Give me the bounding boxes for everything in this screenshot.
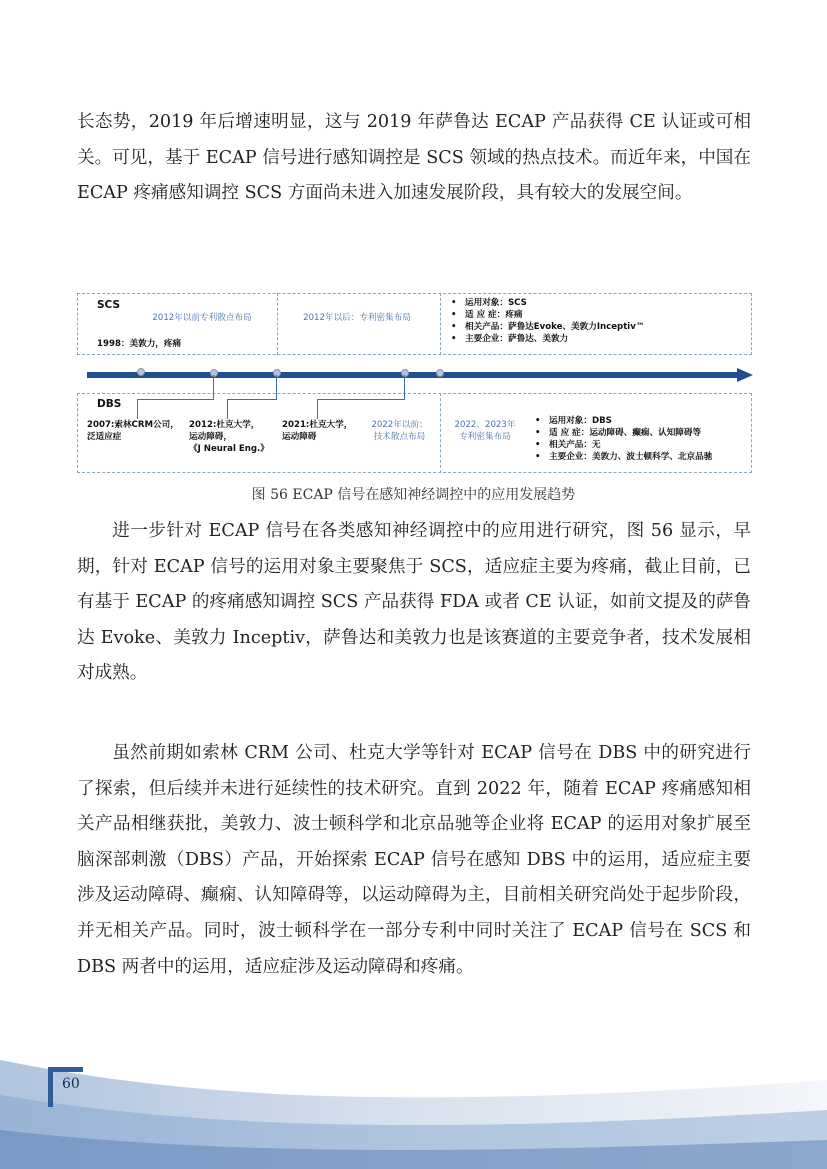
paragraph-3: 虽然前期如索林 CRM 公司、杜克大学等针对 ECAP 信号在 DBS 中的研究进行了探索，但后续并未进行延续性的技术研究。直到 2022 年，随着 ECAP 疼痛感知相关产品相继获批，美敦力、波士顿科学和北京品驰等企业将 ECAP 的运用对象扩展至脑深部刺激（DBS）产品，开始探索 ECAP 信号在感知 DBS 中的运用，适应症主要涉及运动障碍、癫痫、认知障碍等，以运动障碍为主，目前相关研究尚处于起步阶段，并无相关产品。同时，波士顿科学在一部分专利中同时关注了 ECAP 信号在 SCS 和 DBS 两者中的运用，适应症涉及运动障碍和疼痛。 [77, 743, 751, 977]
scs-bullet: • 主要企业：萨鲁达、美敦力 [451, 333, 644, 345]
dbs-event-2007: 2007:索林CRM公司， 泛适应症 [87, 420, 179, 442]
figure-56 [77, 285, 753, 473]
dbs-bullet: • 主要企业：美敦力、波士顿科学、北京品驰 [535, 451, 712, 463]
scs-bullets [451, 297, 644, 345]
paragraph-1: 长态势，2019 年后增速明显，这与 2019 年萨鲁达 ECAP 产品获得 CE 认证或可相关。可见，基于 ECAP 信号进行感知调控是 SCS 领域的热点技术。而近年来，中国在 ECAP 疼痛感知调控 SCS 方面尚未进入加速发展阶段，具有较大的发展空间。 [77, 112, 751, 204]
timeline-dot [401, 369, 409, 377]
dbs-label: DBS [97, 398, 122, 410]
footer-decoration [0, 1040, 827, 1169]
scs-bullet: • 适 应 症：疼痛 [451, 309, 644, 321]
dbs-divider [440, 393, 441, 473]
timeline-arrow [87, 367, 753, 383]
connector [317, 399, 405, 400]
page-corner-mark [48, 1067, 83, 1072]
scs-label: SCS [97, 299, 121, 311]
dbs-bullet: • 相关产品：无 [535, 439, 712, 451]
connector [404, 375, 405, 399]
timeline-dot [436, 369, 444, 377]
connector [137, 399, 214, 400]
dbs-bullet: • 适 应 症：运动障碍、癫痫、认知障碍等 [535, 427, 712, 439]
scs-bullet: • 运用对象：SCS [451, 297, 644, 309]
timeline-dot [137, 368, 145, 376]
connector [137, 399, 138, 419]
scs-bullet: • 相关产品：萨鲁达Evoke、美敦力Inceptiv™ [451, 321, 644, 333]
dbs-phase2: 2022、2023年 专利密集布局 [454, 420, 516, 442]
figure-caption: 图 56 ECAP 信号在感知神经调控中的应用发展趋势 [251, 487, 576, 503]
dbs-phase1: 2022年以前： 技术散点布局 [371, 420, 428, 442]
scs-event-1998: 1998：美敦力，疼痛 [97, 339, 182, 349]
scs-phase1: 2012年以前专利散点布局 [152, 313, 252, 323]
page-corner-mark [48, 1067, 53, 1107]
timeline-dot [273, 369, 281, 377]
connector [317, 399, 318, 419]
page-number: 60 [62, 1076, 80, 1092]
dbs-event-2012: 2012:杜克大学， 运动障碍， 《J Neural Eng.》 [189, 420, 269, 454]
dbs-bullets [535, 415, 712, 463]
scs-phase2: 2012年以后：专利密集布局 [303, 313, 411, 323]
timeline-dot [210, 369, 218, 377]
connector [227, 399, 228, 419]
connector [227, 399, 277, 400]
scs-divider-1 [277, 293, 278, 355]
dbs-event-2021: 2021:杜克大学， 运动障碍 [282, 420, 353, 442]
scs-divider-2 [440, 293, 441, 355]
connector [213, 375, 214, 399]
paragraph-2: 进一步针对 ECAP 信号在各类感知神经调控中的应用进行研究，图 56 显示，早期，针对 ECAP 信号的运用对象主要聚焦于 SCS，适应症主要为疼痛，截止目前，已有基于 ECAP 的疼痛感知调控 SCS 产品获得 FDA 或者 CE 认证，如前文提及的萨鲁达 Evoke、美敦力 Inceptiv，萨鲁达和美敦力也是该赛道的主要竞争者，技术发展相对成熟。 [77, 521, 751, 684]
dbs-bullet: • 运用对象：DBS [535, 415, 712, 427]
connector [276, 375, 277, 399]
